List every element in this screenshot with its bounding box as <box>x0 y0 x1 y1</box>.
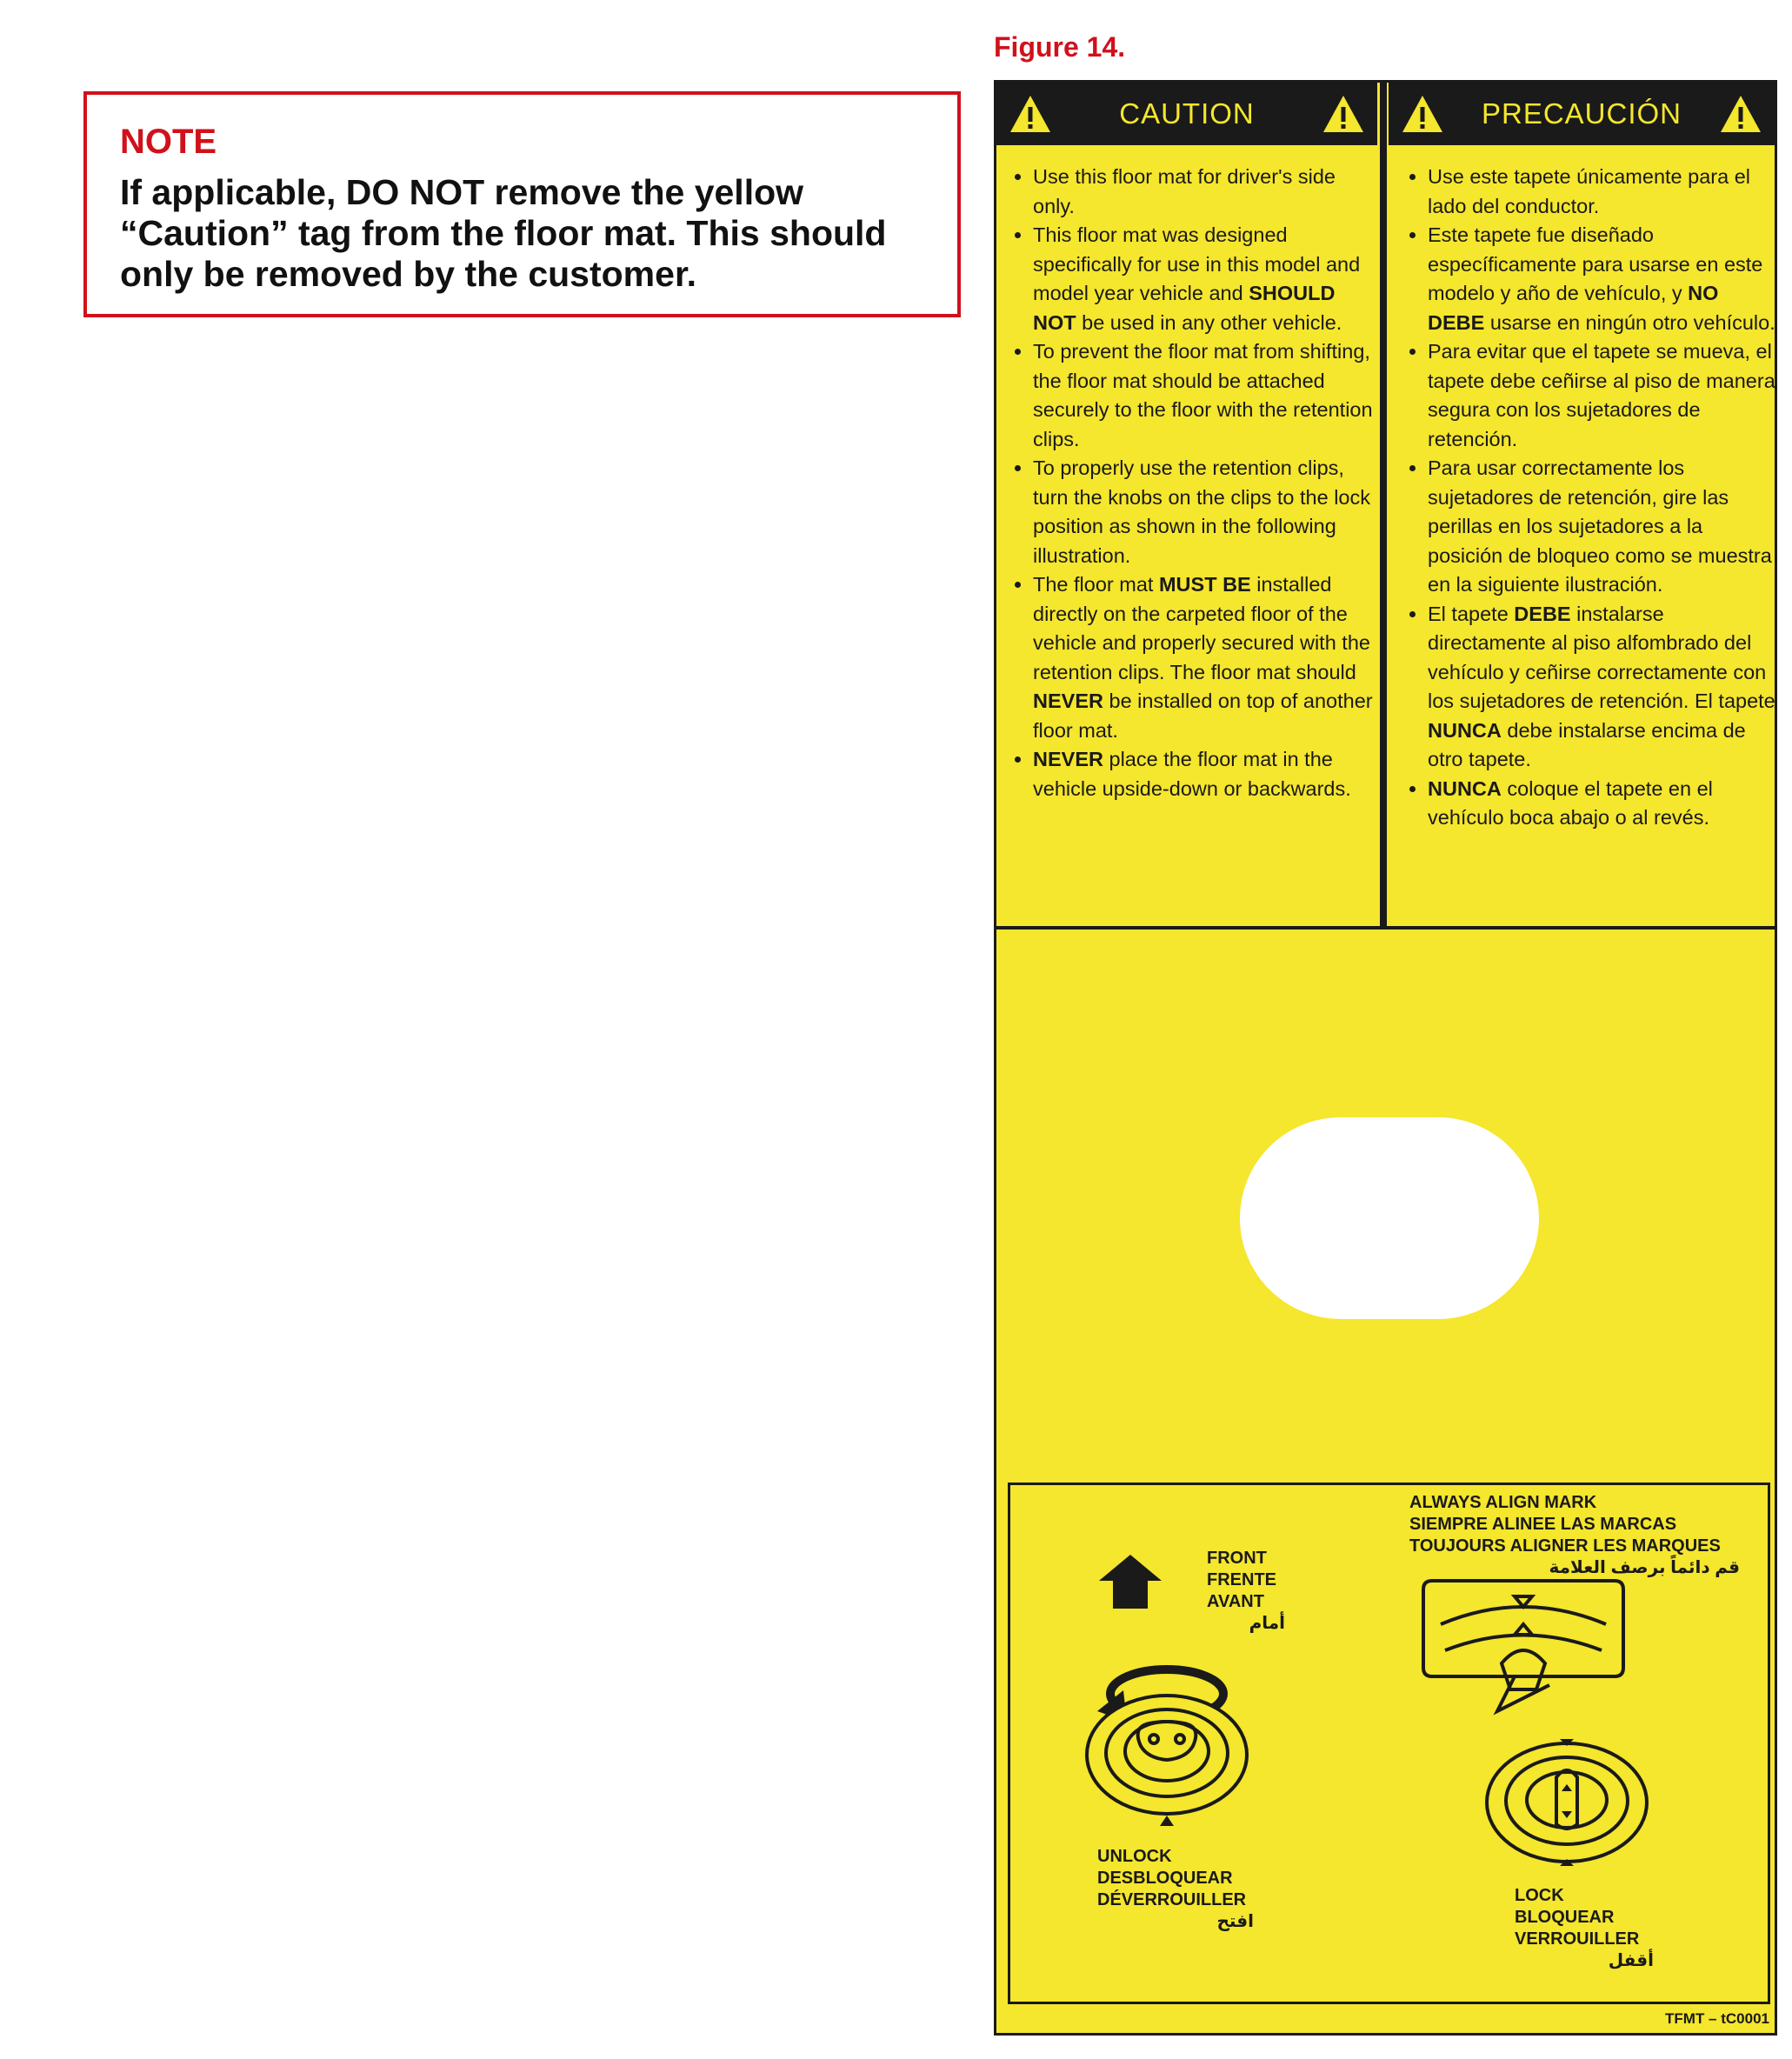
bullet-item <box>1428 221 1775 337</box>
warning-triangle-icon <box>1009 94 1052 134</box>
warning-triangle-icon <box>1401 94 1444 134</box>
bullet-emphasis: NEVER <box>1033 690 1103 712</box>
bullet-text: The floor mat <box>1033 573 1159 596</box>
caution-bullet-list <box>1000 163 1381 803</box>
bullet-emphasis: NO DEBE <box>1428 282 1719 334</box>
front-fr: AVANT <box>1207 1592 1264 1611</box>
lock-es: BLOQUEAR <box>1515 1908 1615 1927</box>
lock-ar: أقفل <box>1608 1951 1654 1970</box>
bullet-text: To properly use the retention clips, turn the knobs on the clips to the lock position as shown in the following illustration. <box>1033 456 1370 567</box>
bullet-emphasis: NUNCA <box>1428 718 1502 742</box>
lock-text <box>1515 1885 1654 1972</box>
caution-header <box>996 83 1377 145</box>
warning-triangle-icon <box>1322 94 1365 134</box>
bullet-emphasis: SHOULD NOT <box>1033 282 1336 334</box>
lock-fr: VERROUILLER <box>1515 1929 1640 1949</box>
bullet-item <box>1428 337 1775 454</box>
precaucion-header-text: PRECAUCIÓN <box>1481 97 1682 130</box>
bullet-emphasis: MUST BE <box>1158 573 1251 596</box>
bullet-emphasis: NUNCA <box>1428 776 1502 800</box>
caution-hang-tag <box>994 80 1777 2036</box>
clip-diagram-panel <box>1008 1483 1770 2004</box>
bullet-emphasis: NEVER <box>1033 748 1103 770</box>
bullet-text: debe instalarse encima de otro tapete. <box>1428 718 1746 770</box>
figure-label: Figure 14. <box>994 31 1126 63</box>
bullet-item <box>1033 337 1381 454</box>
bullet-item <box>1428 600 1775 775</box>
unlock-fr: DÉVERROUILLER <box>1097 1890 1247 1909</box>
precaucion-header <box>1389 83 1775 145</box>
bullet-text: This floor mat was designed specifically for use in this model and model year vehicle and <box>1033 223 1361 304</box>
lock-en: LOCK <box>1515 1886 1564 1905</box>
note-box <box>83 91 961 317</box>
bullet-item <box>1033 221 1381 337</box>
tag-code: TFMT – tC0001 <box>1665 2010 1769 2027</box>
bullet-text: Use this floor mat for driver's side only. <box>1033 165 1336 217</box>
unlock-ar: افتح <box>1216 1912 1254 1931</box>
front-es: FRENTE <box>1207 1570 1276 1589</box>
unlock-en: UNLOCK <box>1097 1847 1172 1866</box>
unlock-text <box>1097 1846 1254 1933</box>
warning-triangle-icon <box>1719 94 1762 134</box>
bullet-text: instalarse directamente al piso alfombrado del vehículo y ceñirse correctamente con los sujetadores de retención. El tapete <box>1428 602 1775 712</box>
front-en: FRONT <box>1207 1549 1267 1568</box>
bullet-text: Este tapete fue diseñado específicamente para usarse en este modelo y año de vehículo, y <box>1428 223 1763 304</box>
align-mark-es: SIEMPRE ALINEE LAS MARCAS <box>1409 1515 1677 1534</box>
front-text <box>1207 1548 1285 1635</box>
front-arrow-icon <box>1099 1555 1162 1609</box>
bullet-text: be used in any other vehicle. <box>1076 310 1342 334</box>
align-mark-fr: TOUJOURS ALIGNER LES MARQUES <box>1409 1536 1721 1556</box>
align-mark-en: ALWAYS ALIGN MARK <box>1409 1493 1597 1512</box>
locked-clip-icon <box>1487 1739 1647 1866</box>
caution-header-text: CAUTION <box>1119 97 1255 130</box>
note-text: If applicable, DO NOT remove the yellow “Caution” tag from the floor mat. This should only be removed by the customer. <box>120 172 887 294</box>
bullet-text: Para evitar que el tapete se mueva, el tapete debe ceñirse al piso de manera segura con los sujetadores de retención. <box>1428 340 1775 450</box>
bullet-text: be installed on top of another floor mat. <box>1033 690 1373 742</box>
bullet-item <box>1033 745 1381 803</box>
bullet-item <box>1428 775 1775 833</box>
bullet-text: To prevent the floor mat from shifting, the floor mat should be attached securely to the floor with the retention clips. <box>1033 340 1373 450</box>
align-mark-ar: قم دائماً برصف العلامة <box>1549 1558 1740 1577</box>
bullet-item <box>1033 163 1381 221</box>
bullet-item <box>1033 454 1381 570</box>
bullet-item <box>1428 454 1775 600</box>
unlock-es: DESBLOQUEAR <box>1097 1869 1233 1888</box>
hang-hole <box>1240 1117 1539 1319</box>
bullet-item <box>1428 163 1775 221</box>
bullet-emphasis: DEBE <box>1514 602 1571 625</box>
bullet-text: installed directly on the carpeted floor of the vehicle and properly secured with the retention clips. The floor mat should <box>1033 573 1370 683</box>
bullet-text: Use este tapete únicamente para el lado del conductor. <box>1428 165 1751 217</box>
locked-clip-magnified <box>1423 1581 1623 1711</box>
align-mark-text <box>1409 1492 1740 1579</box>
section-divider <box>996 926 1775 930</box>
bullet-text: usarse en ningún otro vehículo. <box>1484 310 1775 334</box>
bullet-text: place the floor mat in the vehicle upside-down or backwards. <box>1033 748 1351 800</box>
bullet-item <box>1033 570 1381 745</box>
bullet-text: Para usar correctamente los sujetadores de retención, gire las perillas en los sujetadores a la posición de bloqueo como se muestra en la siguiente ilustración. <box>1428 456 1772 596</box>
front-ar: أمام <box>1249 1614 1285 1633</box>
precaucion-bullet-list <box>1395 163 1775 833</box>
bullet-text: El tapete <box>1428 602 1515 625</box>
note-title: NOTE <box>120 123 217 161</box>
unlocked-clip-icon <box>1087 1696 1247 1826</box>
bullet-text: coloque el tapete en el vehículo boca abajo o al revés. <box>1428 776 1713 829</box>
column-divider <box>1380 83 1387 926</box>
